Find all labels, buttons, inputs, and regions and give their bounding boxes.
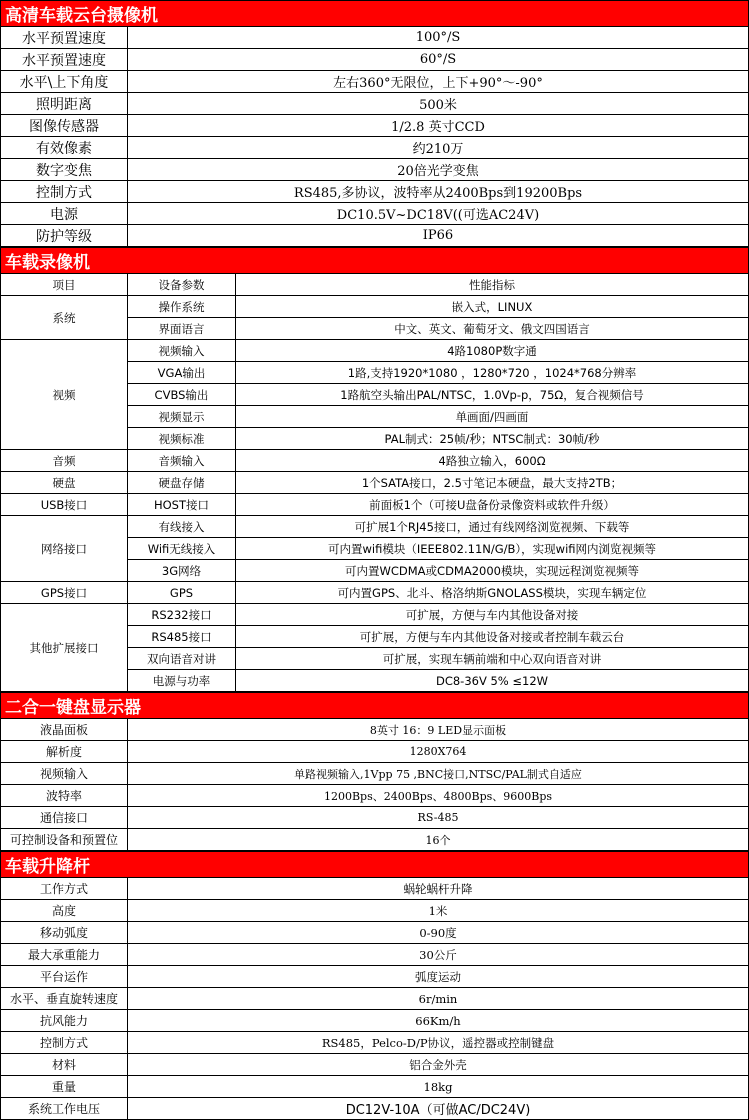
spec-value: 18kg: [128, 1076, 749, 1098]
spec-value: DC8-36V 5% ≤12W: [236, 670, 749, 692]
spec-value: RS-485: [128, 807, 749, 829]
lift-spec-table: [0, 851, 749, 1120]
group-name: 系统: [1, 296, 128, 340]
spec-label: 系统工作电压: [1, 1098, 128, 1120]
group-name: USB接口: [1, 494, 128, 516]
display-spec-row: [1, 807, 749, 829]
spec-label: 视频输入: [1, 763, 128, 785]
spec-label: 水平\上下角度: [1, 71, 128, 93]
spec-param: 双向语音对讲: [128, 648, 236, 670]
spec-value: 铝合金外壳: [128, 1054, 749, 1076]
spec-value: 可扩展，实现车辆前端和中心双向语音对讲: [236, 648, 749, 670]
spec-value: RS485,多协议，波特率从2400Bps到19200Bps: [128, 181, 749, 203]
spec-label: 照明距离: [1, 93, 128, 115]
group-name: 视频: [1, 340, 128, 450]
spec-label: 重量: [1, 1076, 128, 1098]
spec-value: DC12V-10A（可做AC/DC24V): [128, 1098, 749, 1120]
spec-value: 20倍光学变焦: [128, 159, 749, 181]
camera-spec-row: [1, 115, 749, 137]
spec-label: 解析度: [1, 741, 128, 763]
camera-spec-row: [1, 203, 749, 225]
spec-value: 1280X764: [128, 741, 749, 763]
recorder-spec-row: [1, 450, 749, 472]
spec-param: 3G网络: [128, 560, 236, 582]
spec-value: 1个SATA接口，2.5寸笔记本硬盘，最大支持2TB；: [236, 472, 749, 494]
spec-param: VGA输出: [128, 362, 236, 384]
camera-spec-row: [1, 137, 749, 159]
spec-value: 左右360°无限位，上下+90°～-90°: [128, 71, 749, 93]
recorder-spec-row: [1, 296, 749, 318]
lift-section-title: 车载升降杆: [1, 852, 749, 878]
lift-spec-row: [1, 988, 749, 1010]
camera-spec-table: [0, 0, 749, 247]
spec-value: 1/2.8 英寸CCD: [128, 115, 749, 137]
spec-label: 最大承重能力: [1, 944, 128, 966]
recorder-header-row: [1, 274, 749, 296]
camera-spec-row: [1, 49, 749, 71]
spec-value: 1米: [128, 900, 749, 922]
spec-param: 电源与功率: [128, 670, 236, 692]
spec-value: 100°/S: [128, 27, 749, 49]
camera-spec-row: [1, 27, 749, 49]
spec-label: 水平预置速度: [1, 49, 128, 71]
spec-param: 视频标准: [128, 428, 236, 450]
recorder-section-title: 车载录像机: [1, 248, 749, 274]
lift-spec-row: [1, 1054, 749, 1076]
spec-value: 4路1080P数字通: [236, 340, 749, 362]
spec-label: 控制方式: [1, 181, 128, 203]
display-section-title: 二合一键盘显示器: [1, 693, 749, 719]
spec-value: 66Km/h: [128, 1010, 749, 1032]
lift-spec-row: [1, 878, 749, 900]
spec-value: 1200Bps、2400Bps、4800Bps、9600Bps: [128, 785, 749, 807]
spec-value: 16个: [128, 829, 749, 851]
spec-label: 液晶面板: [1, 719, 128, 741]
recorder-spec-table: [0, 247, 749, 692]
recorder-spec-row: [1, 494, 749, 516]
spec-param: 界面语言: [128, 318, 236, 340]
lift-spec-row: [1, 900, 749, 922]
spec-value: 可扩展1个RJ45接口，通过有线网络浏览视频、下载等: [236, 516, 749, 538]
spec-value: 1路,支持1920*1080 ，1280*720 ，1024*768分辨率: [236, 362, 749, 384]
header-param: 设备参数: [128, 274, 236, 296]
display-spec-row: [1, 763, 749, 785]
spec-value: 可内置GPS、北斗、格洛纳斯GNOLASS模块，实现车辆定位: [236, 582, 749, 604]
group-name: GPS接口: [1, 582, 128, 604]
lift-spec-row: [1, 966, 749, 988]
spec-value: 60°/S: [128, 49, 749, 71]
recorder-spec-row: [1, 340, 749, 362]
spec-value: IP66: [128, 225, 749, 247]
group-name: 硬盘: [1, 472, 128, 494]
spec-value: 4路独立输入，600Ω: [236, 450, 749, 472]
spec-label: 抗风能力: [1, 1010, 128, 1032]
spec-param: RS485接口: [128, 626, 236, 648]
spec-value: 0-90度: [128, 922, 749, 944]
spec-label: 水平预置速度: [1, 27, 128, 49]
spec-value: 可扩展，方便与车内其他设备对接或者控制车载云台: [236, 626, 749, 648]
spec-value: 1路航空头输出PAL/NTSC，1.0Vp-p，75Ω，复合视频信号: [236, 384, 749, 406]
spec-value: 可扩展，方便与车内其他设备对接: [236, 604, 749, 626]
spec-label: 波特率: [1, 785, 128, 807]
spec-param: 视频输入: [128, 340, 236, 362]
spec-label: 防护等级: [1, 225, 128, 247]
spec-value: PAL制式：25帧/秒；NTSC制式：30帧/秒: [236, 428, 749, 450]
spec-value: 弧度运动: [128, 966, 749, 988]
spec-label: 图像传感器: [1, 115, 128, 137]
spec-label: 水平、垂直旋转速度: [1, 988, 128, 1010]
spec-label: 数字变焦: [1, 159, 128, 181]
spec-value: 蜗轮蜗杆升降: [128, 878, 749, 900]
spec-value: 单画面/四画面: [236, 406, 749, 428]
spec-param: 有线接入: [128, 516, 236, 538]
spec-value: DC10.5V~DC18V((可选AC24V): [128, 203, 749, 225]
spec-param: CVBS输出: [128, 384, 236, 406]
spec-value: 500米: [128, 93, 749, 115]
spec-param: Wifi无线接入: [128, 538, 236, 560]
spec-value: 可内置wifi模块（IEEE802.11N/G/B），实现wifi网内浏览视频等: [236, 538, 749, 560]
spec-param: 视频显示: [128, 406, 236, 428]
recorder-spec-row: [1, 604, 749, 626]
spec-value: 约210万: [128, 137, 749, 159]
lift-spec-row: [1, 922, 749, 944]
spec-param: RS232接口: [128, 604, 236, 626]
spec-value: 单路视频输入,1Vpp 75 ,BNC接口,NTSC/PAL制式自适应: [128, 763, 749, 785]
spec-value: 6r/min: [128, 988, 749, 1010]
recorder-spec-row: [1, 582, 749, 604]
recorder-spec-row: [1, 516, 749, 538]
group-name: 音频: [1, 450, 128, 472]
spec-label: 移动弧度: [1, 922, 128, 944]
display-spec-row: [1, 785, 749, 807]
spec-param: 操作系统: [128, 296, 236, 318]
spec-label: 有效像素: [1, 137, 128, 159]
camera-spec-row: [1, 71, 749, 93]
spec-label: 通信接口: [1, 807, 128, 829]
spec-param: GPS: [128, 582, 236, 604]
spec-label: 工作方式: [1, 878, 128, 900]
group-name: 网络接口: [1, 516, 128, 582]
lift-spec-row: [1, 1010, 749, 1032]
spec-value: 30公斤: [128, 944, 749, 966]
display-spec-row: [1, 741, 749, 763]
lift-spec-row: [1, 1098, 749, 1120]
spec-value: 中文、英文、葡萄牙文、俄文四国语言: [236, 318, 749, 340]
header-spec: 性能指标: [236, 274, 749, 296]
group-name: 其他扩展接口: [1, 604, 128, 692]
spec-value: 前面板1个（可接U盘备份录像资料或软件升级）: [236, 494, 749, 516]
spec-param: HOST接口: [128, 494, 236, 516]
spec-label: 材料: [1, 1054, 128, 1076]
spec-label: 平台运作: [1, 966, 128, 988]
lift-spec-row: [1, 1032, 749, 1054]
spec-label: 高度: [1, 900, 128, 922]
header-item: 项目: [1, 274, 128, 296]
spec-param: 硬盘存储: [128, 472, 236, 494]
spec-label: 电源: [1, 203, 128, 225]
lift-spec-row: [1, 1076, 749, 1098]
display-spec-row: [1, 829, 749, 851]
lift-spec-row: [1, 944, 749, 966]
spec-value: 8英寸 16：9 LED显示面板: [128, 719, 749, 741]
spec-value: 嵌入式，LINUX: [236, 296, 749, 318]
spec-value: RS485，Pelco-D/P协议，遥控器或控制键盘: [128, 1032, 749, 1054]
display-spec-table: [0, 692, 749, 851]
spec-label: 可控制设备和预置位: [1, 829, 128, 851]
camera-spec-row: [1, 181, 749, 203]
camera-spec-row: [1, 93, 749, 115]
camera-section-title: 高清车载云台摄像机: [1, 1, 749, 27]
camera-spec-row: [1, 225, 749, 247]
spec-label: 控制方式: [1, 1032, 128, 1054]
camera-spec-row: [1, 159, 749, 181]
spec-param: 音频输入: [128, 450, 236, 472]
recorder-spec-row: [1, 472, 749, 494]
spec-value: 可内置WCDMA或CDMA2000模块，实现远程浏览视频等: [236, 560, 749, 582]
display-spec-row: [1, 719, 749, 741]
